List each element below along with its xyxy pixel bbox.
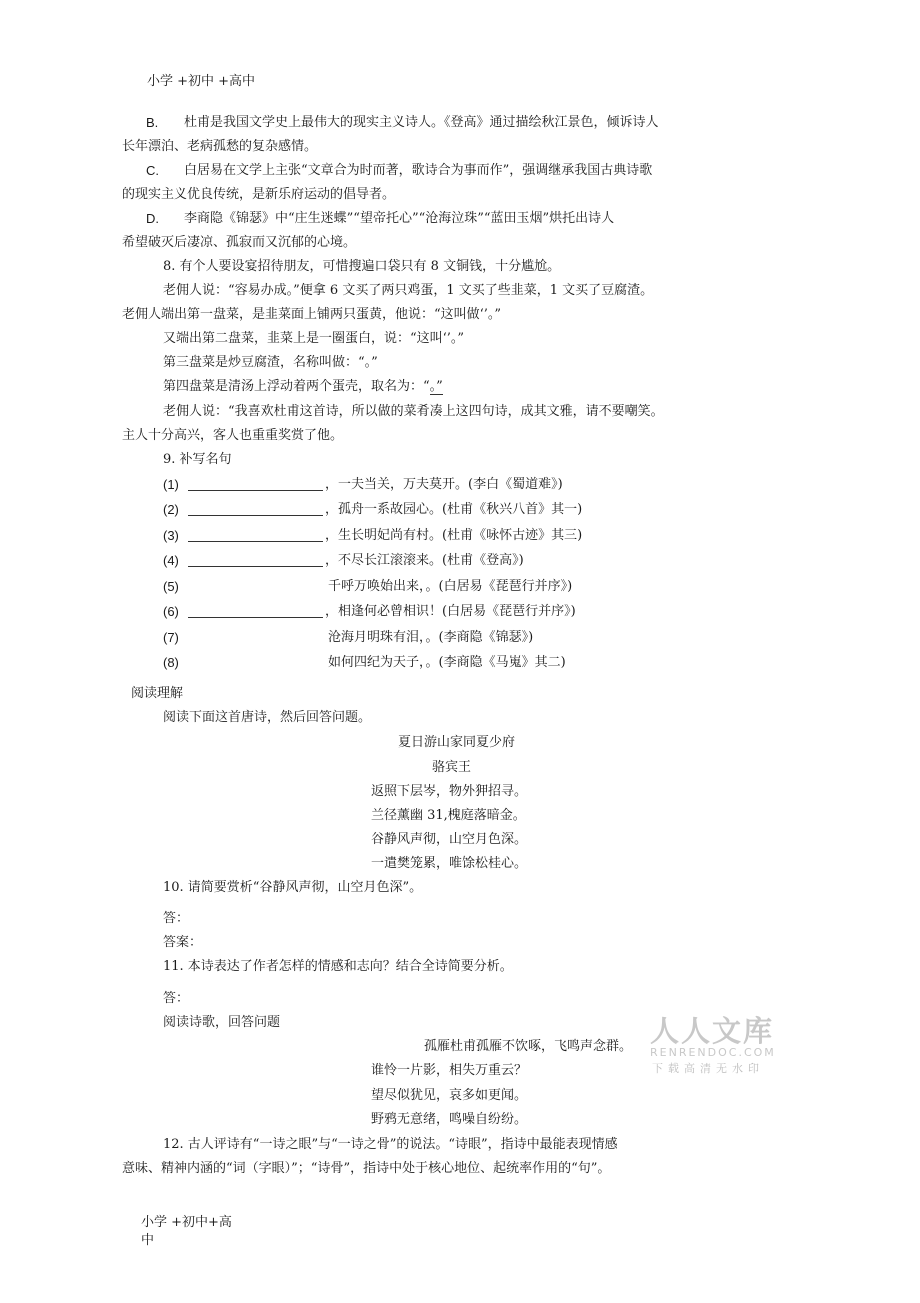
option-d-letter: D. — [146, 211, 159, 226]
q9-item-text: 千呼万唤始出来，。(白居易《琵琶行并序》) — [328, 579, 573, 594]
q9-item-num: (2) — [163, 502, 179, 517]
q8-p5-line1: 老佣人说：“我喜欢杜甫这首诗，所以做的菜肴凑上这四句诗，成其文雅，请不要嘲笑。 — [163, 404, 664, 419]
q9-item-num: (6) — [163, 604, 179, 619]
poem-line: 返照下层岑，物外狎招寻。 — [371, 784, 528, 799]
option-b-letter: B. — [146, 115, 159, 130]
poem-line: 一遣樊笼累，唯馀松桂心。 — [371, 856, 528, 871]
q8-p1-line2: 老佣人端出第一盘菜，是韭菜面上铺两只蛋黄，他说：“这叫做‘’。” — [122, 307, 502, 322]
q9-blank[interactable] — [188, 503, 323, 516]
q10-title: 10. 请简要赏析“谷静风声彻，山空月色深”。 — [163, 880, 423, 895]
poem2-line: 野鸦无意绪，鸣噪自纷纷。 — [371, 1112, 528, 1127]
watermark-tagline: 下载高清无水印 — [652, 1062, 764, 1075]
q9-item-text: ，孤舟一系故园心。(杜甫《秋兴八首》其一) — [325, 502, 583, 517]
page-footer-line2: 中 — [141, 1233, 155, 1248]
q9-blank[interactable] — [188, 554, 323, 567]
q8-p4-blank: 。” — [429, 379, 443, 394]
q9-blank[interactable] — [188, 478, 323, 491]
q9-blank[interactable] — [188, 529, 323, 542]
q9-item-num: (4) — [163, 553, 179, 568]
q8-p4 — [163, 378, 443, 396]
q12-line2: 意味、精神内涵的“词（字眼）”；“诗骨”，指诗中处于核心地位、起统率作用的“句”。 — [122, 1161, 611, 1176]
poem-line: 兰径薰幽 31,槐庭落暗金。 — [371, 808, 526, 823]
q8-p4-text: 第四盘菜是清汤上浮动着两个蛋壳，取名为：“ — [163, 379, 430, 394]
q11-title: 11. 本诗表达了作者怎样的情感和志向？结合全诗简要分析。 — [163, 959, 513, 974]
reading-heading: 阅读理解 — [131, 686, 184, 701]
option-b-line2: 长年漂泊、老病孤愁的复杂感情。 — [122, 139, 318, 154]
q9-item-text: ，相逢何必曾相识！(白居易《琵琶行并序》) — [325, 604, 576, 619]
option-d-line1: 李商隐《锦瑟》中“庄生迷蝶”“望帝托心”“沧海泣珠”“蓝田玉烟”烘托出诗人 — [184, 211, 615, 226]
q12-line1: 12. 古人评诗有“一诗之眼”与“一诗之骨”的说法。“诗眼”，指诗中最能表现情感 — [163, 1137, 618, 1152]
q10-key-label: 答案： — [163, 935, 203, 950]
q8-p1-line1: 老佣人说：“容易办成。”便拿 6 文买了两只鸡蛋，1 文买了些韭菜，1 文买了豆腐渣。 — [163, 283, 654, 298]
q10-answer-label[interactable]: 答： — [163, 911, 190, 926]
poem2-line: 孤雁杜甫孤雁不饮啄，飞鸣声念群。 — [424, 1039, 633, 1054]
q9-item-text: ，不尽长江滚滚来。(杜甫《登高》) — [325, 553, 524, 568]
option-c-line2: 的现实主义优良传统，是新乐府运动的倡导者。 — [122, 187, 396, 202]
q8-title: 8. 有个人要设宴招待朋友，可惜搜遍口袋只有 8 文铜钱，十分尴尬。 — [163, 259, 561, 274]
poem2-line: 谁怜一片影，相失万重云？ — [371, 1063, 528, 1078]
reading-intro: 阅读下面这首唐诗，然后回答问题。 — [163, 710, 372, 725]
q9-blank[interactable] — [188, 605, 323, 618]
poem2-intro: 阅读诗歌，回答问题 — [163, 1015, 281, 1030]
q11-answer-label[interactable]: 答： — [163, 991, 190, 1006]
q9-item-text: 沧海月明珠有泪，。(李商隐《锦瑟》) — [328, 630, 534, 645]
watermark-domain: RENRENDOC.COM — [650, 1046, 776, 1059]
q8-p3: 第三盘菜是炒豆腐渣，名称叫做：“。” — [163, 355, 378, 370]
q9-item-num: (3) — [163, 528, 179, 543]
option-b-line1: 杜甫是我国文学史上最伟大的现实主义诗人。《登高》通过描绘秋江景色，倾诉诗人 — [184, 115, 659, 130]
poem2-line: 望尽似犹见，哀多如更闻。 — [371, 1088, 528, 1103]
q9-item-text: ，一夫当关，万夫莫开。(李白《蜀道难》) — [325, 477, 563, 492]
page-header: 小学 +初中 +高中 — [147, 74, 256, 89]
q9-title: 9. 补写名句 — [163, 452, 232, 467]
poem-author: 骆宾王 — [432, 760, 472, 775]
poem-title: 夏日游山家同夏少府 — [398, 735, 516, 750]
option-c-line1: 白居易在文学上主张“文章合为时而著，歌诗合为事而作”，强调继承我国古典诗歌 — [184, 163, 653, 178]
q9-item-num: (7) — [163, 630, 179, 645]
q9-item-num: (5) — [163, 579, 179, 594]
q9-item-num: (1) — [163, 477, 179, 492]
watermark-logo: 人人文库 — [650, 1014, 775, 1048]
q8-p5-line2: 主人十分高兴，客人也重重奖赏了他。 — [122, 428, 344, 443]
q9-item-text: ，生长明妃尚有村。(杜甫《咏怀古迹》其三) — [325, 528, 583, 543]
option-c-letter: C. — [146, 163, 159, 178]
option-d-line2: 希望破灭后凄凉、孤寂而又沉郁的心境。 — [122, 235, 357, 250]
q8-p2: 又端出第二盘菜，韭菜上是一圈蛋白，说：“这叫‘’。” — [163, 331, 465, 346]
poem-line: 谷静风声彻，山空月色深。 — [371, 832, 528, 847]
page-footer-line1: 小学 +初中+高 — [141, 1215, 232, 1230]
q9-item-text: 如何四纪为天子，。(李商隐《马嵬》其二) — [328, 655, 566, 670]
q9-item-num: (8) — [163, 655, 179, 670]
